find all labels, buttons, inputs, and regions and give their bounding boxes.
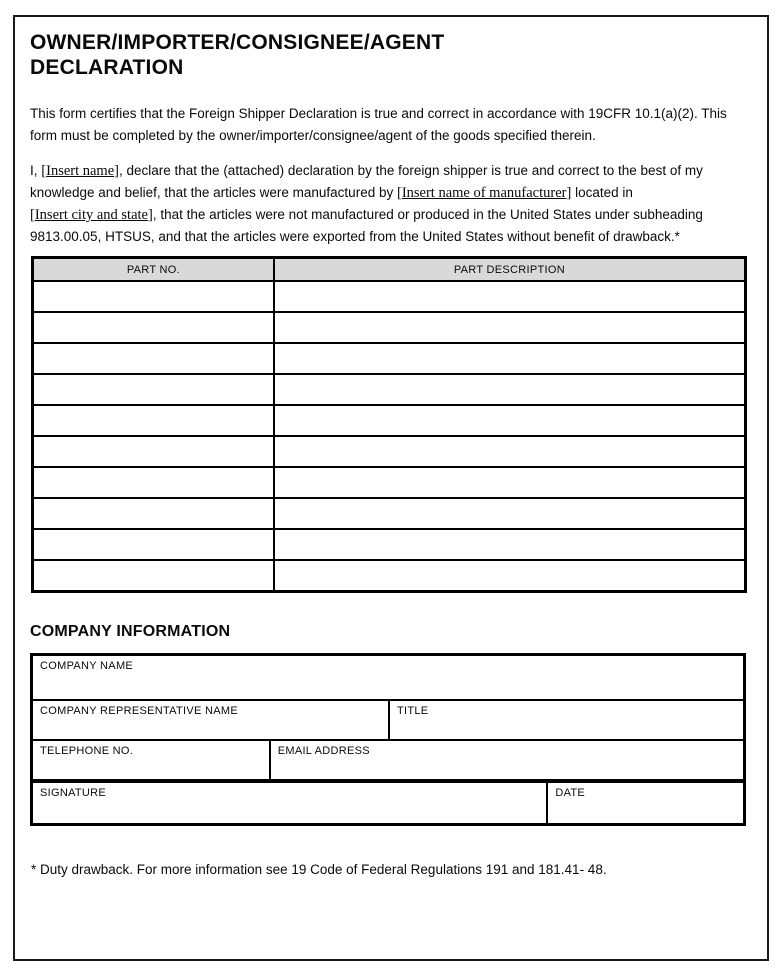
parts-table	[31, 256, 747, 593]
company-name-row	[33, 656, 743, 699]
declaration-paragraph	[30, 160, 742, 248]
part-no-cell	[33, 498, 274, 529]
footnote: * Duty drawback. For more information see 19 Code of Federal Regulations 191 and 181.41- 48.	[31, 862, 607, 877]
representative-label: COMPANY REPRESENTATIVE NAME	[40, 705, 238, 717]
date-label: DATE	[555, 787, 586, 799]
declaration-after-name: , declare that the (attached) declaration by the foreign shipper is true and correct to the best of my knowledge and belief, that the articles were manufactured by	[30, 163, 703, 200]
part-no-cell	[33, 436, 274, 467]
parts-table-body	[33, 281, 746, 592]
parts-table-header-part-no: PART NO.	[33, 258, 274, 282]
part-description-cell	[274, 343, 746, 374]
part-no-cell	[33, 467, 274, 498]
representative-title-row	[33, 699, 743, 739]
title-field	[388, 701, 743, 739]
company-name-field	[33, 656, 743, 699]
part-description-cell	[274, 529, 746, 560]
telephone-label: TELEPHONE NO.	[40, 745, 134, 757]
bracket-open: [	[41, 163, 47, 179]
part-description-cell	[274, 498, 746, 529]
parts-table-row	[33, 529, 746, 560]
parts-table-row	[33, 374, 746, 405]
placeholder-insert-name-text: Insert name	[46, 163, 115, 179]
parts-table-row	[33, 436, 746, 467]
parts-table-row	[33, 312, 746, 343]
part-description-cell	[274, 436, 746, 467]
part-description-cell	[274, 312, 746, 343]
email-label: EMAIL ADDRESS	[277, 745, 370, 757]
part-no-cell	[33, 374, 274, 405]
part-no-cell	[33, 560, 274, 592]
parts-table-header	[33, 258, 746, 282]
part-description-cell	[274, 560, 746, 592]
company-info-heading: COMPANY INFORMATION	[30, 623, 231, 640]
placeholder-manufacturer-text: Insert name of manufacturer	[401, 185, 567, 201]
part-no-cell	[33, 343, 274, 374]
parts-table-header-part-description: PART DESCRIPTION	[274, 258, 746, 282]
signature-field	[33, 783, 546, 823]
declaration-lead: I,	[30, 163, 42, 178]
date-field	[546, 783, 743, 823]
form-title-line-2: DECLARATION	[30, 56, 184, 79]
bracket-open: [	[30, 207, 35, 223]
placeholder-insert-name	[41, 163, 119, 179]
part-description-cell	[274, 281, 746, 312]
email-field	[269, 741, 743, 779]
placeholder-manufacturer	[397, 185, 571, 201]
parts-table-header-row	[33, 258, 746, 282]
telephone-email-row	[33, 739, 743, 779]
parts-table-row	[33, 281, 746, 312]
part-description-cell	[274, 374, 746, 405]
placeholder-city-state	[30, 207, 153, 223]
declaration-form-page	[13, 15, 769, 961]
parts-table-row	[33, 498, 746, 529]
parts-table-row	[33, 560, 746, 592]
bracket-close: ]	[147, 207, 153, 223]
form-title	[30, 30, 749, 80]
part-no-cell	[33, 312, 274, 343]
parts-table-row	[33, 343, 746, 374]
signature-date-row	[33, 779, 743, 823]
part-no-cell	[33, 281, 274, 312]
declaration-after-city-state: , that the articles were not manufactured or produced in the United States under subheading 9813.00.05, HTSUS, and that the articles were exported from the United States without benefit of drawback.*	[30, 207, 703, 244]
signature-label: SIGNATURE	[40, 787, 107, 799]
part-description-cell	[274, 405, 746, 436]
part-no-cell	[33, 529, 274, 560]
bracket-close: ]	[566, 185, 572, 201]
company-info-table	[30, 653, 746, 826]
intro-paragraph: This form certifies that the Foreign Shipper Declaration is true and correct in accordance with 19CFR 10.1(a)(2). This form must be completed by the owner/importer/consignee/agent of the goods specified therein.	[30, 106, 727, 143]
parts-table-row	[33, 405, 746, 436]
bracket-close: ]	[114, 163, 119, 179]
part-description-cell	[274, 467, 746, 498]
placeholder-city-state-text: Insert city and state	[34, 207, 148, 223]
company-name-label: COMPANY NAME	[40, 660, 134, 672]
representative-field	[33, 701, 388, 739]
declaration-after-manufacturer: located in	[571, 185, 633, 200]
title-label: TITLE	[397, 705, 429, 717]
bracket-open: [	[396, 185, 402, 201]
form-title-line-1: OWNER/IMPORTER/CONSIGNEE/AGENT	[30, 31, 445, 54]
part-no-cell	[33, 405, 274, 436]
parts-table-row	[33, 467, 746, 498]
telephone-field	[33, 741, 269, 779]
